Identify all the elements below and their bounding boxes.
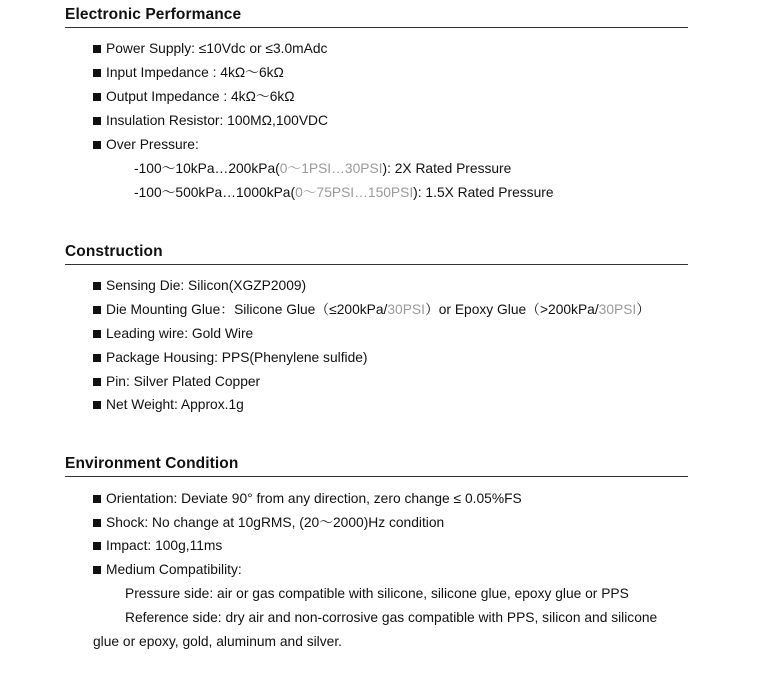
bullet-icon	[93, 306, 101, 314]
bullet-icon	[93, 495, 101, 503]
list-item	[93, 561, 242, 579]
bullet-icon	[93, 45, 101, 53]
list-item-text: Leading wire: Gold Wire	[106, 326, 254, 341]
over-pressure-psi: 0～1PSI…30PSI	[279, 161, 383, 176]
over-pressure-line-2	[134, 184, 554, 202]
bullet-icon	[93, 141, 101, 149]
list-item	[93, 64, 284, 82]
list-item	[93, 537, 222, 555]
list-item	[93, 40, 327, 58]
list-item-text: Shock: No change at 10gRMS, (20～2000)Hz condition	[106, 515, 445, 530]
list-item	[93, 112, 328, 130]
list-item	[93, 277, 306, 295]
over-pressure-kpa: -100～10kPa…200kPa(	[134, 161, 280, 176]
list-item-text: Input Impedance : 4kΩ～6kΩ	[106, 65, 284, 80]
list-item-text: Impact: 100g,11ms	[106, 538, 223, 553]
list-item-text: Power Supply: ≤10Vdc or ≤3.0mAdc	[106, 41, 328, 56]
reference-side-text: Reference side: dry air and non-corrosive gas compatible with PPS, silicon and silicone	[125, 610, 658, 625]
bullet-icon	[93, 401, 101, 409]
glue-psi-2: 30PSI	[598, 302, 637, 317]
pressure-side-text: Pressure side: air or gas compatible with silicone, silicone glue, epoxy glue or PPS	[125, 586, 629, 601]
bullet-icon	[93, 354, 101, 362]
list-item-text: Orientation: Deviate 90° from any direction, zero change ≤ 0.05%FS	[106, 491, 522, 506]
list-item	[93, 88, 295, 106]
bullet-icon	[93, 69, 101, 77]
list-item-text: Package Housing: PPS(Phenylene sulfide)	[106, 350, 368, 365]
list-item-text: Insulation Resistor: 100MΩ,100VDC	[106, 113, 328, 128]
bullet-icon	[93, 282, 101, 290]
bullet-icon	[93, 93, 101, 101]
bullet-icon	[93, 519, 101, 527]
glue-text-a: Die Mounting Glue：Silicone Glue（≤200kPa/	[106, 302, 388, 317]
bullet-icon	[93, 566, 101, 574]
list-item-text: Sensing Die: Silicon(XGZP2009)	[106, 278, 307, 293]
section-title-construction: Construction	[65, 242, 688, 265]
list-item-text: Medium Compatibility:	[106, 562, 242, 577]
bullet-icon	[93, 378, 101, 386]
list-item	[93, 325, 253, 343]
over-pressure-kpa: -100～500kPa…1000kPa(	[134, 185, 296, 200]
over-pressure-rating: ): 1.5X Rated Pressure	[413, 185, 554, 200]
reference-side-text-continued: glue or epoxy, gold, aluminum and silver.	[93, 634, 342, 649]
section-title-electronic-performance: Electronic Performance	[65, 5, 688, 28]
list-item	[93, 490, 522, 508]
section-title-environment-condition: Environment Condition	[65, 454, 688, 477]
bullet-icon	[93, 330, 101, 338]
list-item	[93, 301, 650, 319]
over-pressure-rating: ): 2X Rated Pressure	[382, 161, 512, 176]
list-item	[93, 373, 260, 391]
list-item-text: Output Impedance : 4kΩ～6kΩ	[106, 89, 295, 104]
list-item-text: Net Weight: Approx.1g	[106, 397, 244, 412]
bullet-icon	[93, 542, 101, 550]
glue-text-c: ）or Epoxy Glue（>200kPa/	[424, 302, 599, 317]
list-item	[93, 396, 244, 414]
over-pressure-psi: 0～75PSI…150PSI	[295, 185, 414, 200]
list-item-text: Pin: Silver Plated Copper	[106, 374, 261, 389]
list-item	[93, 136, 199, 154]
glue-psi-1: 30PSI	[387, 302, 425, 317]
list-item	[93, 349, 368, 367]
list-item-text: Over Pressure:	[106, 137, 199, 152]
bullet-icon	[93, 117, 101, 125]
glue-text-e: ）	[636, 302, 651, 317]
list-item	[93, 514, 444, 532]
over-pressure-line-1	[134, 160, 511, 178]
